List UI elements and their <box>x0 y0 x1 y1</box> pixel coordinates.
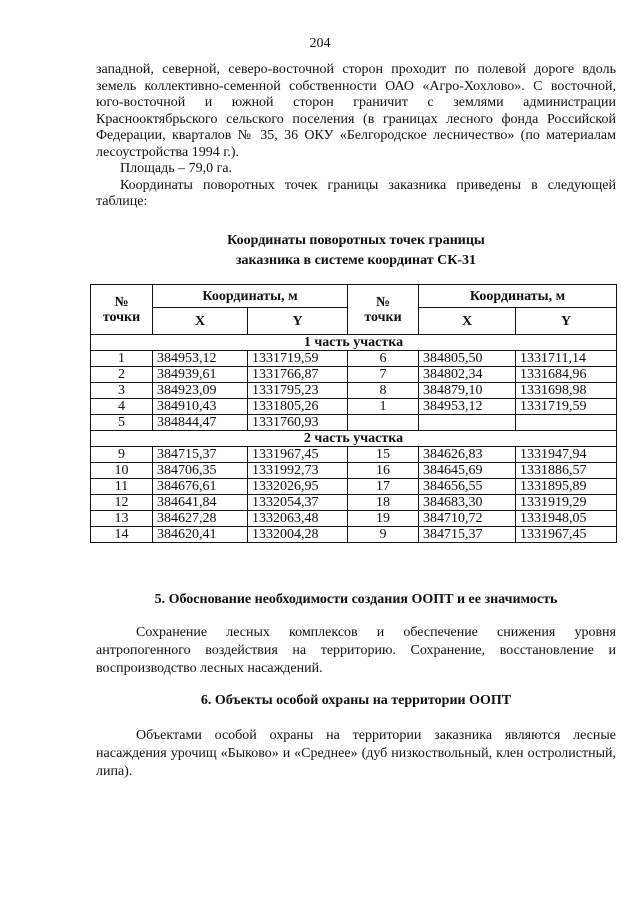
y-cell: 1331719,59 <box>516 399 617 415</box>
y-cell: 1331805,26 <box>248 399 348 415</box>
y-cell: 1332026,95 <box>248 479 348 495</box>
point-number-cell: 1 <box>91 351 153 367</box>
y-cell: 1331967,45 <box>248 447 348 463</box>
x-cell: 384844,47 <box>153 415 248 431</box>
x-cell: 384706,35 <box>153 463 248 479</box>
x-header-left: X <box>153 308 248 335</box>
x-cell: 384627,28 <box>153 511 248 527</box>
table-body <box>91 335 617 543</box>
x-cell <box>419 415 516 431</box>
point-number-cell: 7 <box>348 367 419 383</box>
table-row <box>91 383 617 399</box>
section-5-paragraph: Сохранение лесных комплексов и обеспечение снижения уровня антропогенного воздействия на территорию. Сохранение, восстановление и воспроизводство лесных насаждений. <box>96 625 616 676</box>
point-number-cell <box>348 415 419 431</box>
y-cell: 1331886,57 <box>516 463 617 479</box>
x-cell: 384923,09 <box>153 383 248 399</box>
table-row <box>91 399 617 415</box>
x-cell: 384802,34 <box>419 367 516 383</box>
point-number-cell: 3 <box>91 383 153 399</box>
table-row <box>91 527 617 543</box>
x-cell: 384879,10 <box>419 383 516 399</box>
x-cell: 384626,83 <box>419 447 516 463</box>
y-cell: 1331948,05 <box>516 511 617 527</box>
y-cell: 1331766,87 <box>248 367 348 383</box>
point-number-symbol: № <box>375 294 391 310</box>
point-number-cell: 16 <box>348 463 419 479</box>
section-5-heading: 5. Обоснование необходимости создания ООПТ и ее значимость <box>154 592 558 607</box>
y-cell: 1331719,59 <box>248 351 348 367</box>
table-row <box>91 479 617 495</box>
section-label: 1 часть участка <box>91 335 617 351</box>
point-number-symbol: № <box>114 294 129 310</box>
table-header-row <box>91 285 617 308</box>
table-row <box>91 447 617 463</box>
y-cell: 1331919,29 <box>516 495 617 511</box>
point-number-cell: 1 <box>348 399 419 415</box>
section-5-text <box>96 624 616 678</box>
point-number-cell: 13 <box>91 511 153 527</box>
x-cell: 384953,12 <box>419 399 516 415</box>
point-number-label: точки <box>102 309 141 325</box>
x-cell: 384676,61 <box>153 479 248 495</box>
point-number-cell: 5 <box>91 415 153 431</box>
intro-paragraph-area: Площадь – 79,0 га. <box>120 161 233 176</box>
table-title-line-2: заказника в системе координат СК-31 <box>235 253 477 268</box>
x-cell: 384805,50 <box>419 351 516 367</box>
x-cell: 384620,41 <box>153 527 248 543</box>
point-number-cell: 17 <box>348 479 419 495</box>
table-row <box>91 463 617 479</box>
x-cell: 384683,30 <box>419 495 516 511</box>
point-number-header-left <box>91 285 153 335</box>
coords-header-right: Координаты, м <box>419 285 617 308</box>
page-number: 204 <box>309 36 331 51</box>
y-cell: 1331795,23 <box>248 383 348 399</box>
point-number-label: точки <box>364 309 402 325</box>
y-cell: 1332063,48 <box>248 511 348 527</box>
table-title-line-1: Координаты поворотных точек границы <box>227 233 485 248</box>
section-6-heading: 6. Объекты особой охраны на территории ООПТ <box>200 693 512 708</box>
point-number-cell: 18 <box>348 495 419 511</box>
y-cell: 1331760,93 <box>248 415 348 431</box>
point-number-cell: 10 <box>91 463 153 479</box>
point-number-cell: 4 <box>91 399 153 415</box>
table-row <box>91 367 617 383</box>
point-number-cell: 14 <box>91 527 153 543</box>
point-number-header-right <box>348 285 419 335</box>
x-cell: 384953,12 <box>153 351 248 367</box>
point-number-cell: 11 <box>91 479 153 495</box>
point-number-cell: 6 <box>348 351 419 367</box>
table-row <box>91 415 617 431</box>
y-cell: 1331947,94 <box>516 447 617 463</box>
point-number-cell: 12 <box>91 495 153 511</box>
section-6-paragraph: Объектами особой охраны на территории заказника являются лесные насаждения урочищ «Быково» и «Среднее» (дуб низкоствольный, клен остролистный, липа). <box>96 728 616 779</box>
y-header-right: Y <box>516 308 617 335</box>
point-number-cell: 8 <box>348 383 419 399</box>
intro-paragraph-boundary: западной, северной, северо-восточной сторон проходит по полевой дороге вдоль земель коллективно-семенной собственности ОАО «Агро-Хохлово». С восточной, юго-восточной и южной сторон граничит с землями администрации Краснооктябрьского сельского поселения (в границах лесного фонда Российской Федерации, кварталов № 35, 36 ОКУ «Белгородское лесничество» (по материалам лесоустройства 1994 г.). <box>96 62 616 160</box>
coordinates-table <box>90 284 617 543</box>
x-cell: 384715,37 <box>419 527 516 543</box>
section-label-row <box>91 335 617 351</box>
section-6-text <box>96 727 616 781</box>
table-row <box>91 511 617 527</box>
x-cell: 384710,72 <box>419 511 516 527</box>
coords-header-left: Координаты, м <box>153 285 348 308</box>
x-cell: 384715,37 <box>153 447 248 463</box>
y-cell: 1331992,73 <box>248 463 348 479</box>
x-cell: 384645,69 <box>419 463 516 479</box>
y-cell: 1331967,45 <box>516 527 617 543</box>
intro-paragraph-table-ref: Координаты поворотных точек границы заказника приведены в следующей таблице: <box>96 177 616 209</box>
y-cell: 1331684,96 <box>516 367 617 383</box>
y-cell: 1332004,28 <box>248 527 348 543</box>
y-cell: 1331698,98 <box>516 383 617 399</box>
y-header-left: Y <box>248 308 348 335</box>
section-label-row <box>91 431 617 447</box>
x-cell: 384641,84 <box>153 495 248 511</box>
y-cell <box>516 415 617 431</box>
intro-text <box>96 62 616 211</box>
x-cell: 384656,55 <box>419 479 516 495</box>
point-number-cell: 2 <box>91 367 153 383</box>
y-cell: 1331711,14 <box>516 351 617 367</box>
y-cell: 1331895,89 <box>516 479 617 495</box>
point-number-cell: 9 <box>348 527 419 543</box>
point-number-cell: 9 <box>91 447 153 463</box>
section-label: 2 часть участка <box>91 431 617 447</box>
table-row <box>91 351 617 367</box>
x-header-right: X <box>419 308 516 335</box>
x-cell: 384939,61 <box>153 367 248 383</box>
point-number-cell: 15 <box>348 447 419 463</box>
point-number-cell: 19 <box>348 511 419 527</box>
y-cell: 1332054,37 <box>248 495 348 511</box>
table-row <box>91 495 617 511</box>
x-cell: 384910,43 <box>153 399 248 415</box>
table-title <box>96 231 616 271</box>
